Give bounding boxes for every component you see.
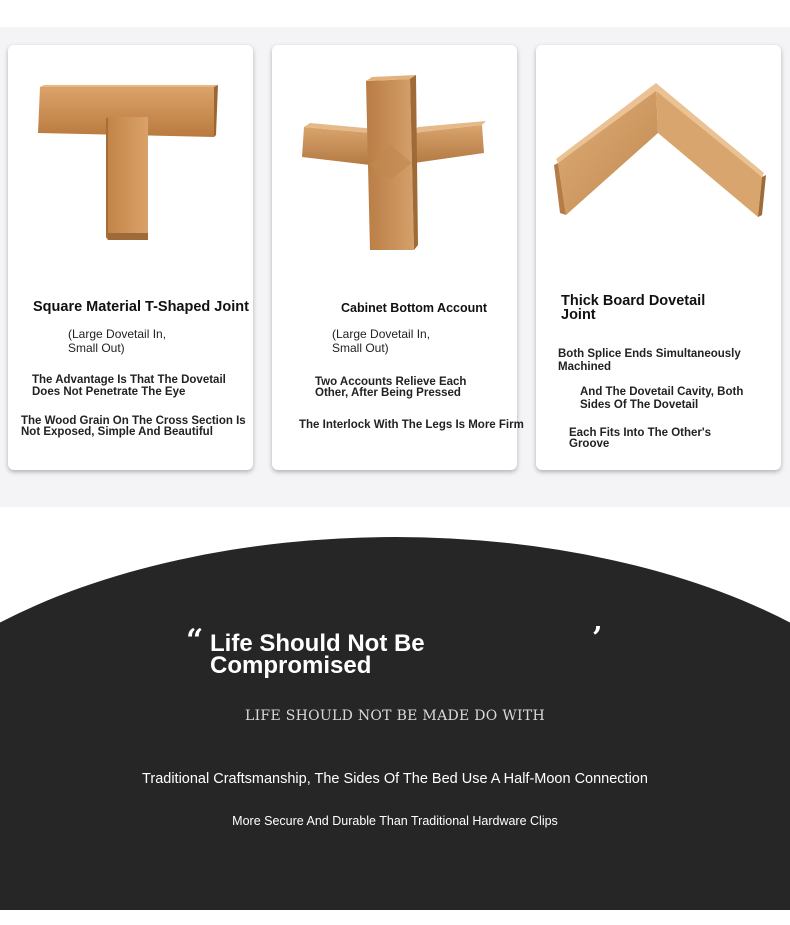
cross-joint-image <box>272 45 517 285</box>
card-desc-1-line-1: Two Accounts Relieve Each <box>315 376 467 388</box>
card-desc-3-line-2: Groove <box>569 438 610 450</box>
card-desc-2-line-1: The Interlock With The Legs Is More Firm <box>299 419 524 431</box>
close-quote-icon: ’ <box>592 621 603 656</box>
card-cabinet-bottom <box>272 45 524 470</box>
open-quote-icon: “ <box>186 623 204 658</box>
card-title-line-1: Thick Board Dovetail <box>561 293 706 309</box>
card-title-line-2: Joint <box>561 307 596 323</box>
card-subtitle-line-1: (Large Dovetail In, <box>68 327 167 341</box>
card-desc-3-line-1: Each Fits Into The Other's <box>569 427 712 439</box>
card-subtitle-line-2: Small Out) <box>68 341 125 355</box>
card-desc-2-line-2: Sides Of The Dovetail <box>580 399 699 411</box>
dovetail-corner-image <box>536 45 781 285</box>
card-desc-2-line-1: The Wood Grain On The Cross Section Is <box>21 415 246 427</box>
card-t-joint <box>8 45 253 470</box>
hero-title <box>210 630 425 679</box>
card-desc-2-line-1: And The Dovetail Cavity, Both <box>580 386 744 398</box>
card-subtitle-line-1: (Large Dovetail In, <box>332 327 431 341</box>
hero-title-line-1: Life Should Not Be <box>210 630 425 657</box>
card-desc-1-line-2: Other, After Being Pressed <box>315 387 461 399</box>
card-desc-1-line-1: Both Splice Ends Simultaneously <box>558 348 741 360</box>
hero-tagline: LIFE SHOULD NOT BE MADE DO WITH <box>245 708 545 724</box>
hero-title-line-2: Compromised <box>210 652 372 679</box>
card-desc-1-line-2: Machined <box>558 361 612 373</box>
hero-line-1: Traditional Craftsmanship, The Sides Of The Bed Use A Half-Moon Connection <box>142 771 648 787</box>
card-title: Cabinet Bottom Account <box>341 301 488 315</box>
card-title: Square Material T-Shaped Joint <box>33 299 249 315</box>
hero-line-2: More Secure And Durable Than Traditional Hardware Clips <box>232 814 558 828</box>
t-joint-image <box>8 45 253 285</box>
card-dovetail <box>536 45 781 470</box>
card-desc-2-line-2: Not Exposed, Simple And Beautiful <box>21 426 213 438</box>
card-desc-1-line-2: Does Not Penetrate The Eye <box>32 386 186 398</box>
card-desc-1-line-1: The Advantage Is That The Dovetail <box>32 374 226 386</box>
card-subtitle-line-2: Small Out) <box>332 341 389 355</box>
